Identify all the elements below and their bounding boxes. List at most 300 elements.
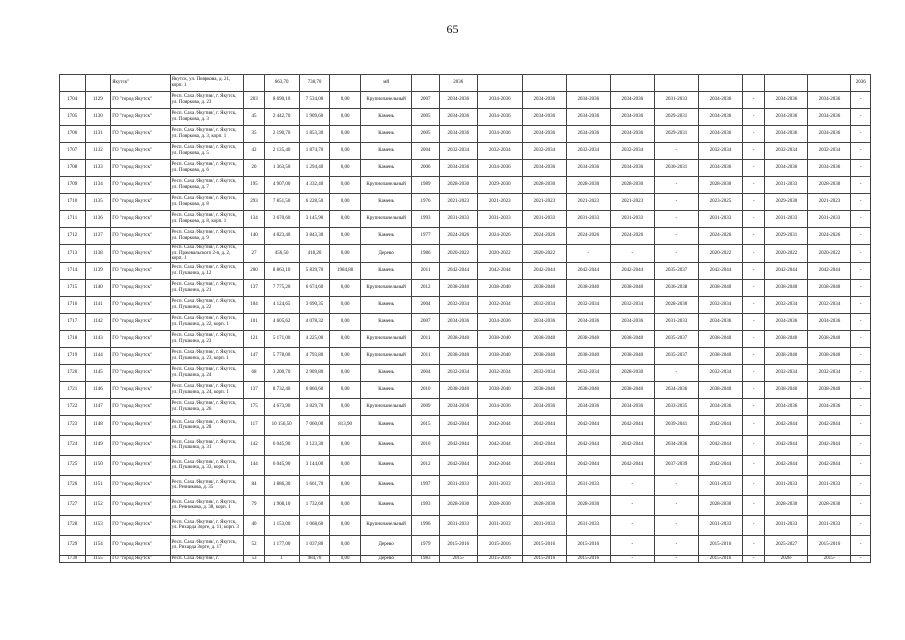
cell-residents: 147 [244, 347, 264, 364]
cell-total-area: 8 690,10 [264, 92, 299, 109]
cell-object-number: 1142 [85, 313, 111, 330]
cell-hot-water-repair: 2038-2040 [566, 279, 610, 296]
cell-year-built: 2011 [412, 262, 440, 279]
cell-roof-repair: 2028-2030 [439, 177, 477, 194]
cell-sewerage-repair: 2034-2036 [698, 398, 742, 415]
cell-foundation-repair: - [851, 515, 871, 535]
cell-gas-repair: - [742, 515, 765, 535]
table-row [60, 245, 871, 263]
cell-heating-repair: 2031-2033 [522, 475, 566, 495]
cell-residents: 27 [244, 245, 264, 263]
cell-wall-material: Камень [361, 495, 412, 515]
cell-hot-water-repair: 2042-2044 [566, 415, 610, 435]
cell-municipality: ГО "город Якутск" [111, 109, 170, 126]
cell-elevator-repair: - [654, 535, 698, 555]
cell-hot-water-repair: 2042-2044 [566, 435, 610, 455]
cell-living-area: 1 874,70 [299, 143, 330, 160]
cell-address: Респ. Саха /Якутия/, г. Якутск, ул. Речникова, д. 35 [170, 475, 244, 495]
cell-nonresidential-area: 0,00 [330, 381, 361, 398]
cell-nonresidential-area: 0,00 [330, 515, 361, 535]
cell-basement-repair: 2020-2022 [808, 245, 851, 263]
cell-row-number: 1719 [60, 347, 86, 364]
cell-year-built: 1986 [412, 245, 440, 263]
cell-foundation-repair: - [851, 330, 871, 347]
cell-electrical-repair: 2028- [765, 555, 808, 562]
cell-object-number: 1154 [85, 535, 111, 555]
table-row [60, 435, 871, 455]
cell-basement-repair: 2042-2044 [808, 455, 851, 475]
cell-total-area: 8 863,10 [264, 262, 299, 279]
cell-year-built: 1977 [412, 228, 440, 245]
cell-municipality: ГО "город Якутск" [111, 398, 170, 415]
cell-year-built: 2012 [412, 455, 440, 475]
cell-residents: 52 [244, 535, 264, 555]
cell-nonresidential-area: 0,00 [330, 194, 361, 211]
cell-object-number: 1143 [85, 330, 111, 347]
cell-facade-repair: 2042-2044 [477, 455, 522, 475]
cell-object-number: 1144 [85, 347, 111, 364]
cell-gas-repair: - [742, 455, 765, 475]
cell-sewerage-repair: 2032-2034 [698, 143, 742, 160]
cell-elevator-repair: 2035-2037 [654, 347, 698, 364]
cell-year-built: 2010 [412, 435, 440, 455]
cell-total-area: 8 732,40 [264, 381, 299, 398]
cell-basement-repair: 2032-2034 [808, 143, 851, 160]
cell-row-number: 1705 [60, 109, 86, 126]
cell-total-area: 5 778,00 [264, 347, 299, 364]
cell-foundation-repair: - [851, 475, 871, 495]
cell-row-number: 1710 [60, 194, 86, 211]
cell-gas-repair: - [742, 435, 765, 455]
cell-elevator-repair: 2036-2038 [654, 279, 698, 296]
cell-residents: 20 [244, 160, 264, 177]
cell-total-area: 456,50 [264, 245, 299, 263]
cell-cold-water-repair [610, 75, 654, 92]
cell-object-number: 1147 [85, 398, 111, 415]
cell-municipality: Якутск" [111, 75, 170, 92]
cell-basement-repair: 2034-2036 [808, 109, 851, 126]
cell-address: Респ. Саха /Якутия/, г. Якутск, ул. Пояркова, д. 3 [170, 109, 244, 126]
cell-municipality: ГО "город Якутск" [111, 495, 170, 515]
cell-row-number: 1713 [60, 245, 86, 263]
cell-living-area: 5 839,70 [299, 262, 330, 279]
cell-municipality: ГО "город Якутск" [111, 279, 170, 296]
cell-nonresidential-area: 0,00 [330, 296, 361, 313]
cell-residents: 200 [244, 262, 264, 279]
cell-heating-repair: 2028-2030 [522, 177, 566, 194]
table-row [60, 194, 871, 211]
cell-object-number: 1149 [85, 435, 111, 455]
table-row [60, 313, 871, 330]
cell-total-area: 6 045,90 [264, 455, 299, 475]
cell-living-area: 3 843,30 [299, 228, 330, 245]
cell-address: Респ. Саха /Якутия/, г. Якутск, ул. Пояркова, д. 7 [170, 177, 244, 194]
cell-object-number: 1140 [85, 279, 111, 296]
cell-basement-repair: 2038-2040 [808, 279, 851, 296]
page-number: 65 [446, 22, 459, 36]
cell-sewerage-repair: 2015-2016 [698, 535, 742, 555]
cell-electrical-repair: 2034-2036 [765, 160, 808, 177]
cell-electrical-repair: 2032-2034 [765, 296, 808, 313]
cell-facade-repair: 2034-2036 [477, 92, 522, 109]
cell-wall-material: Камень [361, 143, 412, 160]
cell-electrical-repair: 2028-2030 [765, 495, 808, 515]
cell-basement-repair: 2034-2036 [808, 160, 851, 177]
cell-cold-water-repair: 2034-2036 [610, 92, 654, 109]
cell-cold-water-repair: 2038-2040 [610, 330, 654, 347]
table-row [60, 347, 871, 364]
cell-basement-repair: 2028-2030 [808, 495, 851, 515]
cell-sewerage-repair: 2038-2040 [698, 330, 742, 347]
table-row [60, 262, 871, 279]
cell-foundation-repair: - [851, 398, 871, 415]
cell-sewerage-repair [698, 75, 742, 92]
table-row [60, 555, 871, 562]
table-row [60, 455, 871, 475]
cell-wall-material: Дерево [361, 555, 412, 562]
cell-gas-repair: - [742, 330, 765, 347]
cell-basement-repair: 2034-2036 [808, 313, 851, 330]
cell-roof-repair: 2028-2030 [439, 495, 477, 515]
cell-municipality: ГО "город Якутск" [111, 126, 170, 143]
cell-address: Респ. Саха /Якутия/, г. Якутск, ул. Речникова, д. 38, корп. 1 [170, 495, 244, 515]
cell-roof-repair: 2032-2034 [439, 143, 477, 160]
cell-hot-water-repair: 2042-2044 [566, 455, 610, 475]
cell-sewerage-repair: 2024-2026 [698, 228, 742, 245]
cell-row-number: 1723 [60, 415, 86, 435]
cell-object-number: 1145 [85, 364, 111, 381]
cell-total-area: 4 124,65 [264, 296, 299, 313]
cell-object-number: 1133 [85, 160, 111, 177]
cell-nonresidential-area [330, 75, 361, 92]
cell-object-number: 1146 [85, 381, 111, 398]
cell-electrical-repair: 2034-2036 [765, 92, 808, 109]
cell-year-built: 2012 [412, 279, 440, 296]
cell-elevator-repair: - [654, 228, 698, 245]
cell-foundation-repair: - [851, 211, 871, 228]
cell-basement-repair: 2031-2033 [808, 211, 851, 228]
cell-gas-repair: - [742, 415, 765, 435]
cell-residents: 42 [244, 143, 264, 160]
cell-residents: 195 [244, 177, 264, 194]
cell-sewerage-repair: 2034-2036 [698, 109, 742, 126]
cell-nonresidential-area: 0,00 [330, 475, 361, 495]
cell-year-built: 1979 [412, 535, 440, 555]
cell-sewerage-repair: 2034-2036 [698, 313, 742, 330]
cell-basement-repair: 2015-2016 [808, 535, 851, 555]
cell-electrical-repair: 2042-2044 [765, 435, 808, 455]
cell-residents: 79 [244, 495, 264, 515]
cell-row-number: 1715 [60, 279, 86, 296]
cell-row-number: 1707 [60, 143, 86, 160]
cell-electrical-repair: 2038-2040 [765, 347, 808, 364]
cell-elevator-repair: - [654, 211, 698, 228]
cell-heating-repair [522, 75, 566, 92]
cell-residents: 121 [244, 330, 264, 347]
cell-object-number: 1135 [85, 194, 111, 211]
cell-heating-repair: 2042-2044 [522, 455, 566, 475]
cell-nonresidential-area: 0,00 [330, 347, 361, 364]
cell-wall-material: Камень [361, 381, 412, 398]
cell-year-built: 2007 [412, 313, 440, 330]
cell-total-area: 1 177,00 [264, 535, 299, 555]
cell-foundation-repair: - [851, 347, 871, 364]
cell-nonresidential-area: 0,00 [330, 330, 361, 347]
cell-year-built: 1976 [412, 194, 440, 211]
housing-register-table [59, 74, 871, 563]
cell-address: Респ. Саха /Якутия/, г. Якутск, ул. Пржевальского 2-я, д. 2, корп. 1 [170, 245, 244, 263]
cell-living-area: 1 294,40 [299, 160, 330, 177]
cell-heating-repair: 2038-2040 [522, 279, 566, 296]
cell-sewerage-repair: 2038-2040 [698, 347, 742, 364]
cell-hot-water-repair: 2032-2034 [566, 143, 610, 160]
cell-roof-repair: 2031-2033 [439, 475, 477, 495]
cell-hot-water-repair: 2031-2033 [566, 515, 610, 535]
cell-hot-water-repair: 2015-2016 [566, 555, 610, 562]
cell-facade-repair: 2038-2040 [477, 347, 522, 364]
cell-row-number: 1729 [60, 535, 86, 555]
cell-electrical-repair: 2034-2036 [765, 398, 808, 415]
cell-residents: 142 [244, 435, 264, 455]
cell-residents: 68 [244, 364, 264, 381]
cell-address: Респ. Саха /Якутия/, г. Якутск, ул. Пояркова, д. 8, корп. 1 [170, 211, 244, 228]
cell-roof-repair: 2032-2034 [439, 364, 477, 381]
cell-address: Респ. Саха /Якутия/, г. Якутск, ул. Пушкина, д. 26 [170, 398, 244, 415]
cell-cold-water-repair: 2038-2040 [610, 381, 654, 398]
cell-electrical-repair: 2031-2033 [765, 515, 808, 535]
cell-elevator-repair: 2034-2036 [654, 435, 698, 455]
cell-electrical-repair: 2020-2022 [765, 245, 808, 263]
cell-facade-repair: 2032-2034 [477, 143, 522, 160]
cell-basement-repair: 2034-2036 [808, 92, 851, 109]
cell-living-area: 3 123,30 [299, 435, 330, 455]
cell-residents: 40 [244, 515, 264, 535]
cell-residents: 175 [244, 398, 264, 415]
cell-wall-material: Крупнопанельный [361, 177, 412, 194]
table-row [60, 398, 871, 415]
cell-sewerage-repair: 2020-2022 [698, 245, 742, 263]
table-row [60, 296, 871, 313]
cell-hot-water-repair: 2015-2016 [566, 535, 610, 555]
cell-living-area: 3 145,90 [299, 211, 330, 228]
cell-municipality: ГО "город Якутск" [111, 177, 170, 194]
cell-gas-repair: - [742, 109, 765, 126]
cell-row-number: 1714 [60, 262, 86, 279]
cell-row-number: 1722 [60, 398, 86, 415]
table-row [60, 415, 871, 435]
cell-cold-water-repair: 2042-2044 [610, 262, 654, 279]
cell-cold-water-repair: - [610, 495, 654, 515]
cell-roof-repair: 2038-2040 [439, 381, 477, 398]
cell-object-number: 1130 [85, 109, 111, 126]
cell-object-number: 1151 [85, 475, 111, 495]
cell-roof-repair: 2031-2033 [439, 211, 477, 228]
cell-living-area: 7 534,00 [299, 92, 330, 109]
cell-roof-repair: 2042-2044 [439, 435, 477, 455]
cell-sewerage-repair: 2015-2016 [698, 555, 742, 562]
cell-total-area: 663,70 [264, 75, 299, 92]
cell-wall-material: Камень [361, 475, 412, 495]
cell-sewerage-repair: 2031-2033 [698, 211, 742, 228]
cell-residents: 137 [244, 279, 264, 296]
cell-cold-water-repair: 2021-2023 [610, 194, 654, 211]
cell-foundation-repair: - [851, 313, 871, 330]
cell-row-number: 1720 [60, 364, 86, 381]
table-row [60, 515, 871, 535]
cell-residents: 140 [244, 228, 264, 245]
cell-roof-repair: 2034-2036 [439, 160, 477, 177]
cell-municipality: ГО "город Якутск" [111, 92, 170, 109]
cell-sewerage-repair: 2038-2040 [698, 279, 742, 296]
cell-elevator-repair: 2033-2035 [654, 398, 698, 415]
cell-facade-repair: 2032-2034 [477, 364, 522, 381]
cell-hot-water-repair: 2042-2044 [566, 262, 610, 279]
cell-municipality: ГО "город Якутск" [111, 330, 170, 347]
cell-year-built: 1989 [412, 177, 440, 194]
cell-wall-material: Камень [361, 455, 412, 475]
table-row [60, 92, 871, 109]
cell-object-number: 1150 [85, 455, 111, 475]
cell-elevator-repair: - [654, 194, 698, 211]
cell-total-area: 2 190,70 [264, 126, 299, 143]
cell-object-number: 1137 [85, 228, 111, 245]
cell-cold-water-repair: 2028-2030 [610, 177, 654, 194]
cell-living-area: 3 829,70 [299, 398, 330, 415]
cell-wall-material: Камень [361, 109, 412, 126]
cell-cold-water-repair: 2028-2030 [610, 364, 654, 381]
cell-object-number: 1155 [85, 555, 111, 562]
cell-roof-repair: 2036 [439, 75, 477, 92]
cell-total-area: 3 200,70 [264, 364, 299, 381]
cell-cold-water-repair: 2032-2034 [610, 296, 654, 313]
cell-row-number: 1718 [60, 330, 86, 347]
cell-facade-repair: 2032-2034 [477, 296, 522, 313]
cell-address: Респ. Саха /Якутия/, г. Якутск, ул. Пушкина, д. 22 [170, 296, 244, 313]
cell-living-area: 4 793,80 [299, 347, 330, 364]
cell-heating-repair: 2034-2036 [522, 160, 566, 177]
cell-heating-repair: 2020-2022 [522, 245, 566, 263]
cell-elevator-repair: - [654, 495, 698, 515]
cell-basement-repair [808, 75, 851, 92]
cell-object-number: 1138 [85, 245, 111, 263]
table-row [60, 211, 871, 228]
cell-nonresidential-area: 0,00 [330, 364, 361, 381]
cell-facade-repair: 2038-2040 [477, 279, 522, 296]
cell-object-number: 1136 [85, 211, 111, 228]
cell-year-built: 2004 [412, 296, 440, 313]
cell-hot-water-repair: 2031-2033 [566, 475, 610, 495]
cell-sewerage-repair: 2031-2033 [698, 475, 742, 495]
cell-wall-material: Крупнопанельный [361, 398, 412, 415]
cell-roof-repair: 2024-2026 [439, 228, 477, 245]
cell-sewerage-repair: 2038-2040 [698, 381, 742, 398]
cell-object-number: 1132 [85, 143, 111, 160]
cell-basement-repair: 2015- [808, 555, 851, 562]
cell-total-area: 10 156,50 [264, 415, 299, 435]
cell-cold-water-repair: 2038-2040 [610, 279, 654, 296]
cell-row-number: 1709 [60, 177, 86, 194]
cell-electrical-repair: 2029-2031 [765, 228, 808, 245]
cell-residents: 45 [244, 109, 264, 126]
cell-address: Респ. Саха /Якутия/, г. Якутск, ул. Пушкина, д. 28 [170, 415, 244, 435]
cell-row-number: 1724 [60, 435, 86, 455]
cell-object-number: 1141 [85, 296, 111, 313]
table-row [60, 228, 871, 245]
cell-cold-water-repair: 2034-2036 [610, 313, 654, 330]
cell-address: Респ. Саха /Якутия/, г. Якутск, ул. Пушкина, д. 23, корп. 1 [170, 347, 244, 364]
cell-cold-water-repair: 2024-2026 [610, 228, 654, 245]
cell-nonresidential-area: 0,00 [330, 228, 361, 245]
cell-object-number: 1129 [85, 92, 111, 109]
cell-gas-repair [742, 75, 765, 92]
cell-wall-material: Камень [361, 160, 412, 177]
cell-cold-water-repair: 2032-2034 [610, 143, 654, 160]
cell-nonresidential-area: 0,00 [330, 455, 361, 475]
cell-year-built: 2005 [412, 109, 440, 126]
table-row [60, 364, 871, 381]
cell-address: Якутск, ул. Пояркова, д. 21, корп. 1 [170, 75, 244, 92]
cell-gas-repair: - [742, 296, 765, 313]
cell-basement-repair: 2031-2033 [808, 475, 851, 495]
cell-basement-repair: 2042-2044 [808, 435, 851, 455]
cell-wall-material: Крупнопанельный [361, 347, 412, 364]
cell-hot-water-repair: 2021-2023 [566, 194, 610, 211]
cell-gas-repair: - [742, 228, 765, 245]
cell-wall-material: Крупнопанельный [361, 279, 412, 296]
cell-elevator-repair: 2028-2030 [654, 296, 698, 313]
cell-facade-repair: 2034-2036 [477, 313, 522, 330]
cell-sewerage-repair: 2042-2044 [698, 455, 742, 475]
cell-sewerage-repair: 2032-2034 [698, 364, 742, 381]
cell-hot-water-repair: 2024-2026 [566, 228, 610, 245]
cell-hot-water-repair: 2034-2036 [566, 109, 610, 126]
cell-heating-repair: 2015-2016 [522, 555, 566, 562]
cell-object-number: 1139 [85, 262, 111, 279]
cell-nonresidential-area: 0,00 [330, 126, 361, 143]
cell-elevator-repair: 2030-2031 [654, 160, 698, 177]
cell-heating-repair: 2038-2040 [522, 347, 566, 364]
cell-facade-repair: 2042-2044 [477, 262, 522, 279]
table-row [60, 495, 871, 515]
cell-address: Респ. Саха /Якутия/, г. Якутск, ул. Рихарда Зорге, д. 17 [170, 535, 244, 555]
cell-foundation-repair: - [851, 296, 871, 313]
cell-nonresidential-area: 0,00 [330, 398, 361, 415]
cell-sewerage-repair: 2042-2044 [698, 435, 742, 455]
cell-hot-water-repair: 2038-2040 [566, 381, 610, 398]
cell-basement-repair: 2038-2040 [808, 347, 851, 364]
cell-electrical-repair: 2029-2030 [765, 194, 808, 211]
cell-living-area: 4 225,00 [299, 330, 330, 347]
cell-address: Респ. Саха /Якутия/, г. Якутск, ул. Пушкина, д. 24, корп. 1 [170, 381, 244, 398]
cell-nonresidential-area: 0,00 [330, 160, 361, 177]
cell-municipality: ГО "город Якутск" [111, 313, 170, 330]
table-row [60, 475, 871, 495]
cell-residents [244, 75, 264, 92]
cell-elevator-repair: 2035-2037 [654, 262, 698, 279]
cell-address: Респ. Саха /Якутия/, г. Якутск, ул. Пушкина, д. 22, корп. 1 [170, 313, 244, 330]
cell-heating-repair: 2021-2023 [522, 194, 566, 211]
cell-residents: 144 [244, 455, 264, 475]
cell-living-area: 4 078,32 [299, 313, 330, 330]
cell-heating-repair: 2031-2033 [522, 515, 566, 535]
cell-address: Респ. Саха /Якутия/, г. Якутск, ул. Рихарда Зорге, д. 11, корп. 3 [170, 515, 244, 535]
cell-address: Респ. Саха /Якутия/, г. Якутск, ул. Пояркова, д. 3, корп. 1 [170, 126, 244, 143]
cell-wall-material: Камень [361, 296, 412, 313]
cell-electrical-repair: 2034-2036 [765, 313, 808, 330]
cell-roof-repair: 2042-2044 [439, 415, 477, 435]
cell-year-built: 1993 [412, 495, 440, 515]
cell-total-area: 2 442,70 [264, 109, 299, 126]
